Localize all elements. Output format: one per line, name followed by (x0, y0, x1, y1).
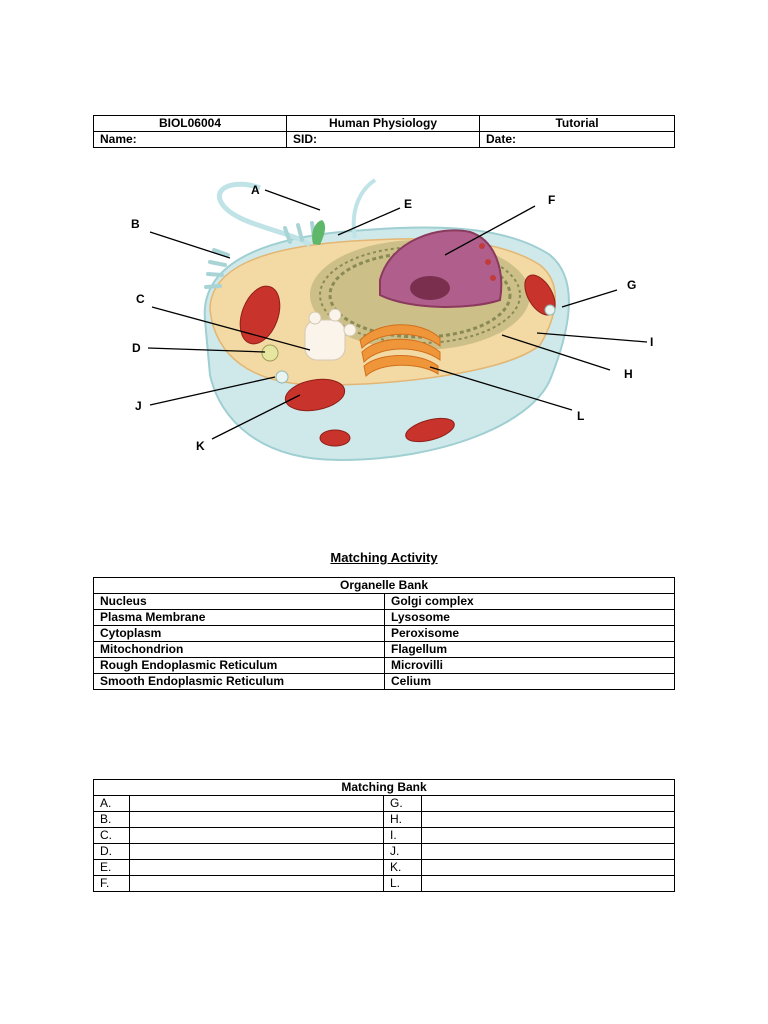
matching-letter: H. (384, 812, 422, 828)
organelle-cell: Rough Endoplasmic Reticulum (94, 658, 385, 674)
organelle-cell: Nucleus (94, 594, 385, 610)
activity-title: Matching Activity (330, 550, 438, 565)
answer-field[interactable] (130, 796, 384, 812)
matching-letter: J. (384, 844, 422, 860)
label-c: C (136, 292, 145, 306)
organelle-cell: Microvilli (385, 658, 675, 674)
date-field-label[interactable]: Date: (480, 132, 675, 148)
organelle-cell: Flagellum (385, 642, 675, 658)
answer-field[interactable] (422, 796, 675, 812)
label-l: L (577, 409, 585, 423)
matching-letter: C. (94, 828, 130, 844)
label-g: G (627, 278, 637, 292)
answer-field[interactable] (422, 876, 675, 892)
label-b: B (131, 217, 140, 231)
flagellum-shape (219, 184, 310, 245)
label-d: D (132, 341, 141, 355)
course-code: BIOL06004 (94, 116, 287, 132)
matching-letter: G. (384, 796, 422, 812)
label-a: A (251, 183, 260, 197)
matching-letter: L. (384, 876, 422, 892)
label-f: F (548, 193, 556, 207)
label-k: K (196, 439, 205, 453)
answer-field[interactable] (422, 812, 675, 828)
sid-field-label[interactable]: SID: (287, 132, 480, 148)
answer-field[interactable] (130, 876, 384, 892)
session-type: Tutorial (480, 116, 675, 132)
matching-letter: I. (384, 828, 422, 844)
label-h: H (624, 367, 633, 381)
cell-illustration (205, 180, 569, 460)
organelle-cell: Mitochondrion (94, 642, 385, 658)
matching-bank-table (93, 779, 675, 892)
label-i: I (650, 335, 654, 349)
animal-cell-diagram (110, 170, 670, 470)
organelle-bank-title: Organelle Bank (94, 578, 675, 594)
organelle-cell: Celium (385, 674, 675, 690)
matching-letter: B. (94, 812, 130, 828)
organelle-cell: Cytoplasm (94, 626, 385, 642)
label-j: J (135, 399, 142, 413)
matching-letter: K. (384, 860, 422, 876)
answer-field[interactable] (130, 860, 384, 876)
matching-letter: D. (94, 844, 130, 860)
answer-field[interactable] (422, 828, 675, 844)
matching-letter: A. (94, 796, 130, 812)
name-field-label[interactable]: Name: (94, 132, 287, 148)
organelle-cell: Golgi complex (385, 594, 675, 610)
organelle-cell: Plasma Membrane (94, 610, 385, 626)
matching-letter: E. (94, 860, 130, 876)
organelle-cell: Smooth Endoplasmic Reticulum (94, 674, 385, 690)
course-name: Human Physiology (287, 116, 480, 132)
label-e: E (404, 197, 413, 211)
matching-letter: F. (94, 876, 130, 892)
answer-field[interactable] (130, 812, 384, 828)
organelle-cell: Peroxisome (385, 626, 675, 642)
answer-field[interactable] (422, 844, 675, 860)
answer-field[interactable] (130, 828, 384, 844)
organelle-bank-table (93, 577, 675, 690)
answer-field[interactable] (422, 860, 675, 876)
matching-bank-title: Matching Bank (94, 780, 675, 796)
lysosome-shape (262, 345, 278, 361)
peroxisome-shape (276, 371, 288, 383)
organelle-cell: Lysosome (385, 610, 675, 626)
header-table (93, 115, 675, 148)
answer-field[interactable] (130, 844, 384, 860)
